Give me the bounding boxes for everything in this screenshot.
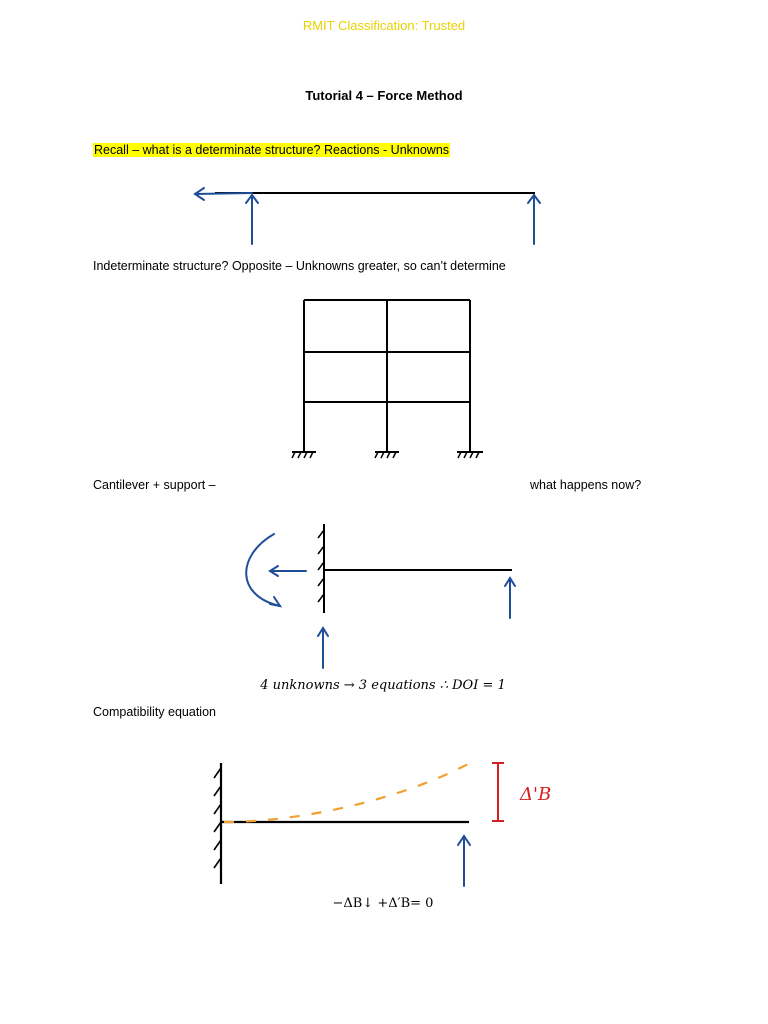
classification-label: RMIT Classification: Trusted: [302, 18, 466, 33]
deflected-shape-line: [224, 763, 470, 822]
moment-reaction-arrow: [246, 534, 280, 606]
delta-b-label: Δ'B: [520, 784, 552, 805]
recall-line: [93, 143, 450, 157]
compatibility-equation: −ΔB↓ +Δ′B= 0: [332, 896, 434, 911]
cantilever-text: Cantilever + support –: [93, 478, 216, 492]
doi-equation: 4 unknowns → 3 equations ∴ DOI = 1: [260, 678, 506, 693]
page-title: Tutorial 4 – Force Method: [305, 88, 463, 103]
recall-highlight: Recall – what is a determinate structure? Reactions - Unknowns: [94, 143, 450, 157]
what-happens-text: what happens now?: [530, 478, 642, 492]
horizontal-reaction-arrow: [195, 193, 252, 194]
indeterminate-text: Indeterminate structure? Opposite – Unknowns greater, so can’t determine: [93, 259, 506, 273]
compatibility-heading: Compatibility equation: [93, 705, 216, 719]
